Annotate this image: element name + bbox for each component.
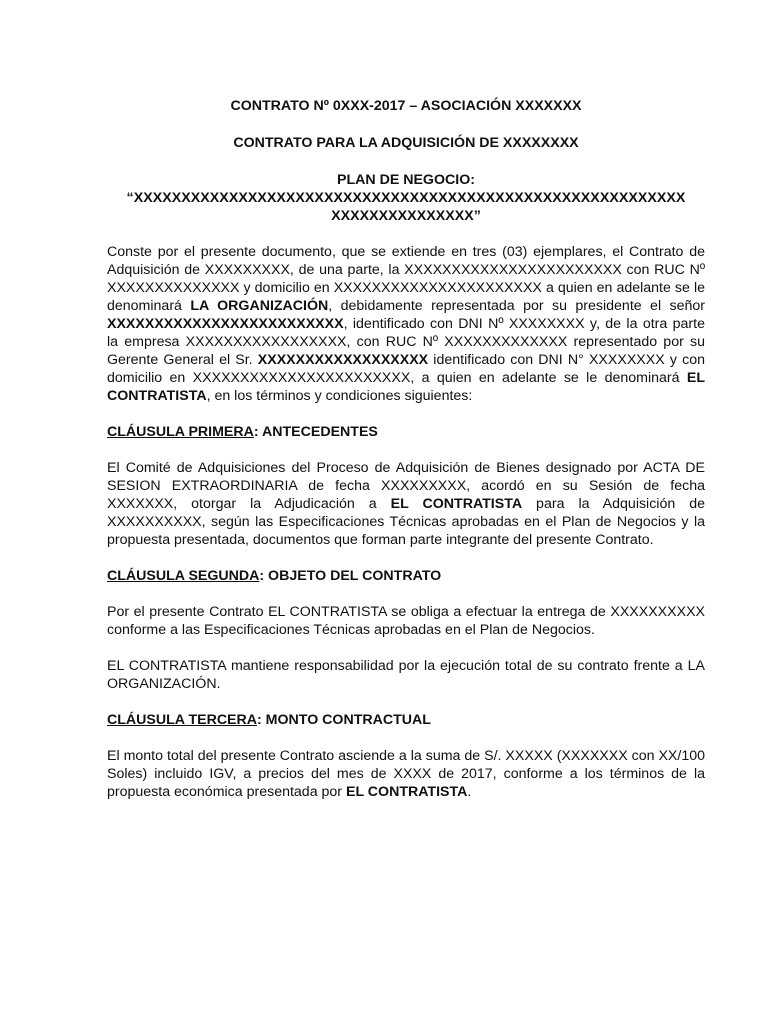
clause2-paragraph-1: Por el presente Contrato EL CONTRATISTA se obliga a efectuar la entrega de XXXXXXXXXX conforme a las Especificaciones Técnicas aprobadas en el Plan de Negocios. [107, 604, 705, 638]
clause2-heading [107, 567, 705, 585]
intro-text-1: Conste por el presente documento, que se extiende en tres (03) ejemplares, el Contrato de Adquisición de XXXXXXXXX, de una parte, la XXXXXXXXXXXXXXXXXXXXXXX con RUC Nº XXXXXXXXXXXXXX y domicilio en XXXXXXXXXXXXXXXXXXXXXX a quien en adelante se le denominará [107, 244, 705, 314]
intro-text-5: , en los términos y condiciones siguientes: [206, 388, 473, 404]
clause3-heading [107, 711, 705, 729]
manager-name: XXXXXXXXXXXXXXXXXX [257, 352, 429, 368]
clause3-title: : MONTO CONTRACTUAL [257, 712, 431, 728]
plan-label: PLAN DE NEGOCIO: [337, 172, 475, 188]
contractor-name: EL CONTRATISTA [107, 370, 705, 404]
clause3-contractor: EL CONTRATISTA [345, 784, 468, 800]
clause1-title: : ANTECEDENTES [253, 424, 378, 440]
clause1-text-1: El Comité de Adquisiciones del Proceso de Adquisición de Bienes designado por ACTA DE SESION EXTRAORDINARIA de fecha XXXXXXXXX, acordó en su Sesión de fecha XXXXXXX, otorgar la Adjudicación a [107, 460, 705, 512]
plan-name-line2: XXXXXXXXXXXXXXX” [331, 208, 481, 224]
clause1-text-2: para la Adquisición de XXXXXXXXXX, según las Especificaciones Técnicas aprobadas en el Plan de Negocios y la propuesta presentada, documentos que forman parte integrante del presente Contrato. [107, 496, 706, 548]
contract-purpose-title: CONTRATO PARA LA ADQUISICIÓN DE XXXXXXXX [233, 135, 579, 151]
clause1-paragraph [107, 459, 705, 549]
clause3-text-1: El monto total del presente Contrato asciende a la suma de S/. XXXXX (XXXXXXX con XX/100 Soles) incluido IGV, a precios del mes de XXXX de 2017, conforme a los términos de la propuesta económica presentada por [107, 748, 705, 800]
clause3-text-2: . [467, 784, 472, 800]
clause1-contractor: EL CONTRATISTA [390, 496, 523, 512]
clause2-title: : OBJETO DEL CONTRATO [259, 568, 442, 584]
intro-text-2: , debidamente representada por su presidente el señor [328, 298, 705, 314]
contract-number-title: CONTRATO Nº 0XXX-2017 – ASOCIACIÓN XXXXXXX [230, 98, 582, 114]
clause1-heading [107, 423, 705, 441]
clause3-number: CLÁUSULA TERCERA [107, 712, 258, 728]
clause1-number: CLÁUSULA PRIMERA [107, 424, 254, 440]
clause2-paragraph-2: EL CONTRATISTA mantiene responsabilidad por la ejecución total de su contrato frente a LA ORGANIZACIÓN. [107, 658, 705, 692]
intro-paragraph [107, 243, 705, 405]
president-name: XXXXXXXXXXXXXXXXXXXXXXXXX [107, 316, 344, 332]
clause2-number: CLÁUSULA SEGUNDA [107, 568, 260, 584]
organization-name: LA ORGANIZACIÓN [190, 298, 329, 314]
intro-text-3: , identificado con DNI Nº XXXXXXXX y, de la otra parte la empresa XXXXXXXXXXXXXXXXX, con RUC Nº XXXXXXXXXXXXX representado por su Gerente General el Sr. [107, 316, 705, 368]
plan-name [107, 189, 705, 225]
intro-text-4: identificado con DNI N° XXXXXXXX y con domicilio en XXXXXXXXXXXXXXXXXXXXXXX, a quien en adelante se le denominará [107, 352, 705, 386]
plan-name-line1: “XXXXXXXXXXXXXXXXXXXXXXXXXXXXXXXXXXXXXXXXXXXXXXXXXXXXXXXXXX [126, 190, 686, 206]
clause3-paragraph [107, 747, 705, 801]
